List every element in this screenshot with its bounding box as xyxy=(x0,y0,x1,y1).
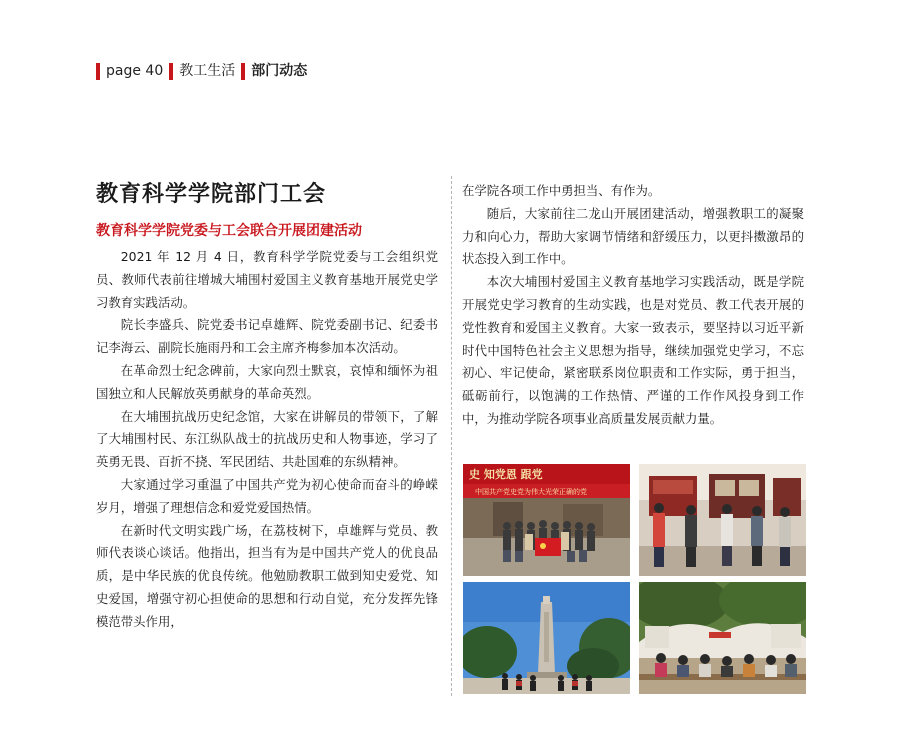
header-accent-bar xyxy=(241,63,245,80)
page-number: page 40 xyxy=(106,62,164,79)
paragraph-1: 2021 年 12 月 4 日，教育科学学院党委与工会组织党员、教师代表前往增城大埔围村爱国主义教育基地开展党史学习教育实践活动。 xyxy=(96,249,438,310)
museum-visit-photo xyxy=(639,464,806,576)
paragraph-7: 随后，大家前往二龙山开展团建活动，增强教职工的凝聚力和向心力，帮助大家调节情绪和舒缓压力，以更抖擞激昂的状态投入到工作中。 xyxy=(462,205,804,267)
group-photo xyxy=(463,464,630,576)
paragraph-8: 本次大埔围村爱国主义教育基地学习实践活动，既是学院开展党史学习教育的生动实践，也是对党员、教工代表开展的党性教育和爱国主义教育。大家一致表示，要坚持以习近平新时代中国特色社会主义思想为指导，继续加强党史学习，不忘初心、牢记使命，紧密联系岗位职责和工作实际，勇于担当，砥砺前行，以饱满的工作热情、严谨的工作作风投身到工作中，为推动学院各项事业高质量发展贡献力量。 xyxy=(462,274,804,426)
subsection-label: 部门动态 xyxy=(251,62,308,79)
paragraph-2: 院长李盛兵、院党委书记卓雄辉、院党委副书记、纪委书记李海云、副院长施雨丹和工会主席齐梅参加本次活动。 xyxy=(96,317,438,356)
left-column xyxy=(96,180,438,634)
article-subtitle: 教育科学学院党委与工会联合开展团建活动 xyxy=(96,223,362,239)
article-title: 教育科学学院部门工会 xyxy=(96,182,327,207)
monument-photo xyxy=(463,582,630,694)
seated-talk-photo xyxy=(639,582,806,694)
slogan-text: 中国共产党史党为伟大光荣正确的党 xyxy=(475,488,587,496)
paragraph-3: 在革命烈士纪念碑前，大家向烈士默哀，哀悼和缅怀为祖国独立和人民解放英勇献身的革命英烈。 xyxy=(96,362,438,401)
banner-text: 史 知党恩 跟党 xyxy=(469,468,543,481)
paragraph-6-continued: 在学院各项工作中勇担当、有作为。 xyxy=(462,183,661,198)
paragraph-5: 大家通过学习重温了中国共产党为初心使命而奋斗的峥嵘岁月，增强了理想信念和爱党爱国热情。 xyxy=(96,476,438,515)
paragraph-6: 在新时代文明实践广场，在荔枝树下，卓雄辉与党员、教师代表谈心谈话。他指出，担当有为是中国共产党人的优良品质，是中华民族的优良传统。他勉励教职工做到知史爱党、知史爱国，增强守初心担使命的思想和行动自觉，充分发挥先锋模范带头作用， xyxy=(96,522,438,629)
header-accent-bar xyxy=(169,63,173,80)
page-header xyxy=(96,60,307,82)
paragraph-4: 在大埔围抗战历史纪念馆，大家在讲解员的带领下，了解了大埔围村民、东江纵队战士的抗战历史和人物事迹，学习了英勇无畏、百折不挠、军民团结、共赴国难的东纵精神。 xyxy=(96,408,438,470)
right-column xyxy=(462,180,804,431)
section-label: 教工生活 xyxy=(179,62,236,79)
header-accent-bar xyxy=(96,63,100,80)
photo-grid xyxy=(463,464,807,694)
column-divider xyxy=(451,176,452,696)
